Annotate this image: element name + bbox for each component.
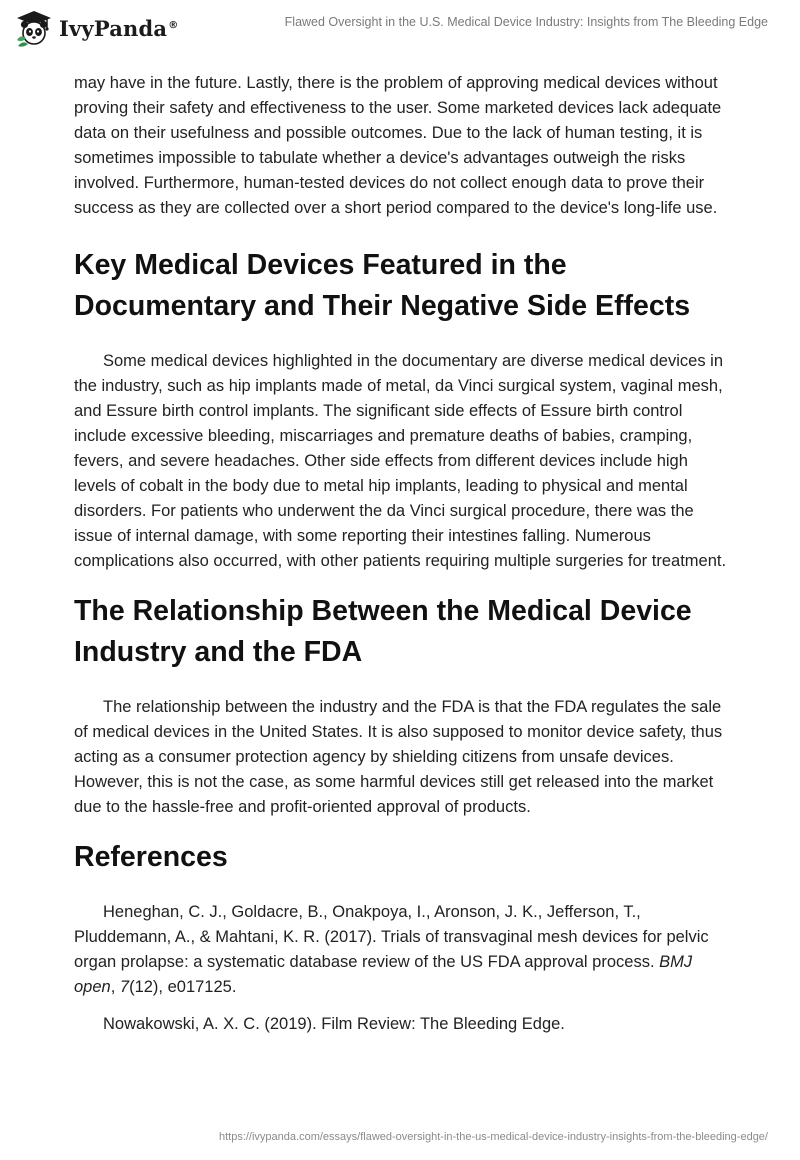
reference-entry: Nowakowski, A. X. C. (2019). Film Review: The Bleeding Edge. <box>103 1015 565 1033</box>
registered-mark: ® <box>168 19 179 31</box>
page-header <box>0 0 800 60</box>
source-url[interactable]: https://ivypanda.com/essays/flawed-oversight-in-the-us-medical-device-industry-insights-from-the-bleeding-edge/ <box>218 1131 768 1143</box>
references-heading: References <box>74 841 228 873</box>
ivypanda-logo[interactable] <box>14 8 178 48</box>
reference-issue-pages: (12), e017125. <box>129 978 237 996</box>
panda-graduate-icon <box>14 8 54 48</box>
reference-separator: , <box>110 978 120 996</box>
reference-volume: 7 <box>119 978 130 996</box>
logo-wordmark: IvyPanda® <box>59 15 179 41</box>
key-devices-paragraph: Some medical devices highlighted in the documentary are diverse medical devices in the industry, such as hip implants made of metal, da Vinci surgical system, vaginal mesh, and Essure birth control implants. The significant side effects of Essure birth control include excessive bleeding, miscarriages and premature deaths of babies, cramping, fevers, and severe headaches. Other side effects from different devices include high levels of cobalt in the body due to metal hip implants, leading to physical and mental disorders. For patients who underwent the da Vinci surgical procedure, there was the issue of internal damage, with some reporting their intestines falling. Numerous complications also occurred, with other patients requiring multiple surgeries for treatment. <box>74 352 727 570</box>
fda-relationship-paragraph: The relationship between the industry and the FDA is that the FDA regulates the sale of medical devices in the United States. It is also supposed to monitor device safety, thus acting as a consumer protection agency by shielding citizens from unsafe devices. However, this is not the case, as some harmful devices still get released into the market due to the hassle-free and profit-oriented approval of products. <box>74 698 723 816</box>
document-title: Flawed Oversight in the U.S. Medical Device Industry: Insights from The Bleeding Edge <box>284 15 768 29</box>
section-heading-fda-relationship: The Relationship Between the Medical Device Industry and the FDA <box>74 595 692 668</box>
reference-journal: BMJ open <box>74 953 693 996</box>
reference-text: Heneghan, C. J., Goldacre, B., Onakpoya, I., Aronson, J. K., Jefferson, T., Pluddemann, A., & Mahtani, K. R. (2017). Trials of transvaginal mesh devices for pelvic organ prolapse: a systematic database review of the US FDA approval process. <box>74 903 709 971</box>
section-heading-key-devices: Key Medical Devices Featured in the Documentary and Their Negative Side Effects <box>74 249 691 322</box>
intro-paragraph: may have in the future. Lastly, there is the problem of approving medical devices without proving their safety and effectiveness to the user. Some marketed devices lack adequate data on their usefulness and possible outcomes. Due to the lack of human testing, it is sometimes impossible to tabulate whether a device's advantages outweigh the risks involved. Furthermore, human-tested devices do not collect enough data to prove their success as they are collected over a short period compared to the device's long-life use. <box>74 74 722 217</box>
reference-entry <box>74 900 734 1000</box>
essay-content <box>74 71 734 1037</box>
